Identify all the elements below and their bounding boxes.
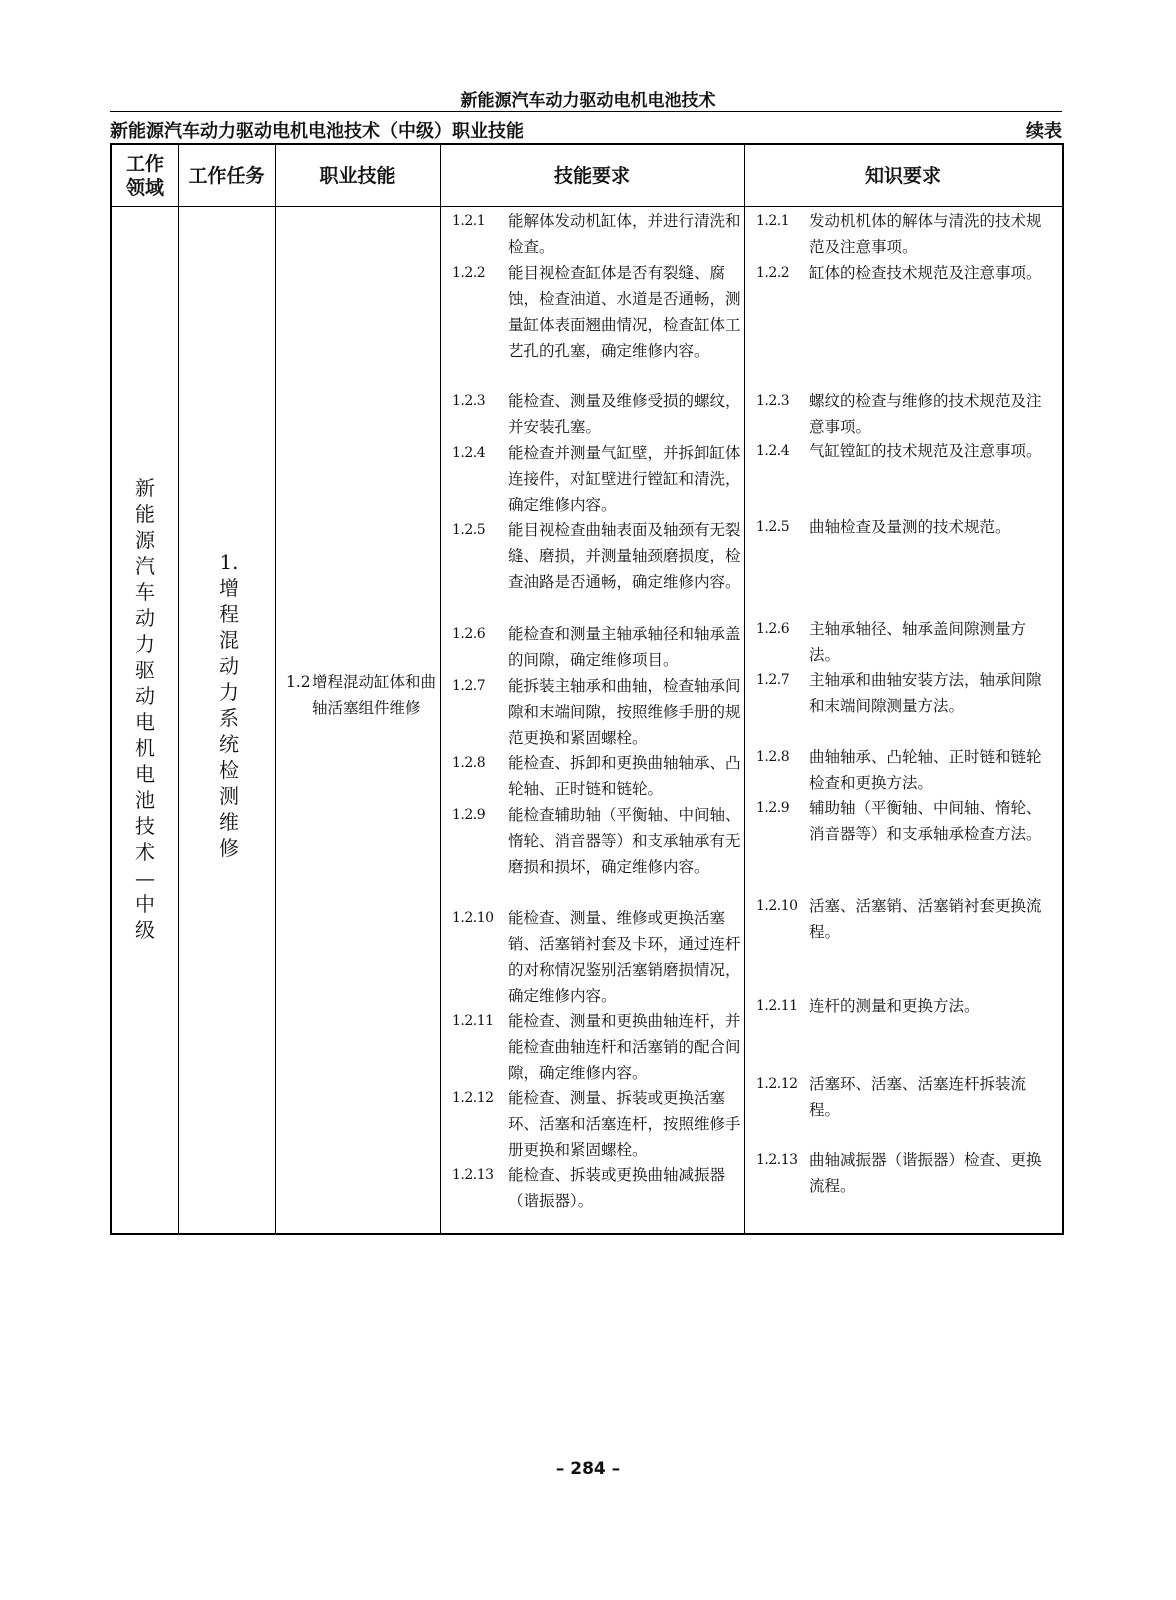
- item-number: 1.2.9: [756, 800, 790, 816]
- skill-requirement-item: [452, 1008, 744, 1086]
- item-number: 1.2.4: [452, 445, 486, 461]
- item-number: 1.2.6: [756, 621, 790, 637]
- item-text: 连杆的测量和更换方法。: [809, 997, 980, 1015]
- skill-requirement-item: [452, 802, 744, 880]
- skill-requirement-item: [452, 750, 744, 802]
- knowledge-requirement-item: [756, 993, 1049, 1019]
- column-divider: [744, 145, 745, 1233]
- knowledge-requirement-item: [756, 388, 1049, 440]
- skill-number: 1.2: [286, 673, 311, 691]
- item-text: 能检查、拆卸和更换曲轴轴承、凸轮轴、正时链和链轮。: [508, 754, 741, 798]
- knowledge-requirement-item: [756, 795, 1049, 847]
- item-number: 1.2.5: [452, 522, 486, 538]
- skill-requirement-item: [452, 440, 744, 518]
- item-number: 1.2.11: [756, 998, 798, 1014]
- skill-requirement-item: [452, 1085, 744, 1163]
- skill-requirement-item: [452, 388, 744, 440]
- item-number: 1.2.5: [756, 519, 790, 535]
- column-header-skill: 职业技能: [319, 164, 396, 187]
- item-text: 螺纹的检查与维修的技术规范及注意事项。: [809, 392, 1042, 436]
- item-number: 1.2.7: [452, 678, 486, 694]
- item-text: 能目视检查缸体是否有裂缝、腐蚀，检查油道、水道是否通畅，测量缸体表面翘曲情况，检查缸体工艺孔的孔塞，确定维修内容。: [508, 264, 741, 360]
- table-title-bar: [110, 117, 1062, 143]
- item-number: 1.2.7: [756, 672, 790, 688]
- item-text: 能检查、测量、拆装或更换活塞环、活塞和活塞连杆，按照维修手册更换和紧固螺栓。: [508, 1089, 741, 1159]
- knowledge-requirement-item: [756, 260, 1049, 286]
- item-text: 能检查辅助轴（平衡轴、中间轴、惰轮、消音器等）和支承轴承有无磨损和损坏，确定维修内容。: [508, 806, 741, 876]
- item-text: 辅助轴（平衡轴、中间轴、惰轮、消音器等）和支承轴承检查方法。: [809, 799, 1042, 843]
- skill-requirement-item: [452, 260, 744, 364]
- item-text: 活塞环、活塞、活塞连杆拆装流程。: [809, 1075, 1027, 1119]
- item-text: 活塞、活塞销、活塞销衬套更换流程。: [809, 897, 1042, 941]
- item-number: 1.2.10: [756, 898, 798, 914]
- skill-requirement-item: [452, 905, 744, 1009]
- item-text: 主轴承和曲轴安装方法，轴承间隙和末端间隙测量方法。: [809, 671, 1042, 715]
- skill-requirement-item: [452, 673, 744, 751]
- item-number: 1.2.3: [756, 393, 790, 409]
- column-header-knowledge-requirements: 知识要求: [864, 164, 941, 187]
- item-number: 1.2.8: [756, 749, 790, 765]
- knowledge-requirement-item: [756, 208, 1049, 260]
- item-text: 能检查、测量及维修受损的螺纹，并安装孔塞。: [508, 392, 741, 436]
- item-number: 1.2.12: [756, 1076, 798, 1092]
- item-number: 1.2.1: [452, 213, 486, 229]
- skills-table: [110, 143, 1064, 1235]
- work-domain-cell: 新能源汽车动力驱动电机电池技术—中级: [135, 476, 155, 942]
- knowledge-requirement-item: [756, 1071, 1049, 1123]
- item-text: 缸体的检查技术规范及注意事项。: [809, 264, 1042, 282]
- work-task-cell: 1.增程混动力系统检测维修: [219, 550, 239, 860]
- knowledge-requirement-item: [756, 514, 1049, 540]
- item-text: 曲轴检查及量测的技术规范。: [809, 518, 1011, 536]
- skill-requirement-item: [452, 1162, 744, 1214]
- knowledge-requirement-item: [756, 616, 1049, 668]
- item-text: 主轴承轴径、轴承盖间隙测量方法。: [809, 620, 1027, 664]
- item-number: 1.2.4: [756, 443, 790, 459]
- header-divider: [112, 206, 1062, 207]
- skill-requirement-item: [452, 208, 744, 260]
- item-number: 1.2.2: [756, 265, 790, 281]
- column-header-skill-requirements: 技能要求: [553, 164, 630, 187]
- item-text: 能检查和测量主轴承轴径和轴承盖的间隙，确定维修项目。: [508, 625, 741, 669]
- knowledge-requirement-item: [756, 893, 1049, 945]
- item-text: 能检查、测量和更换曲轴连杆，并能检查曲轴连杆和活塞销的配合间隙，确定维修内容。: [508, 1012, 741, 1082]
- item-text: 能拆装主轴承和曲轴，检查轴承间隙和末端间隙，按照维修手册的规范更换和紧固螺栓。: [508, 677, 741, 747]
- column-divider: [275, 145, 276, 1233]
- knowledge-requirement-item: [756, 1147, 1049, 1199]
- item-text: 曲轴减振器（谐振器）检查、更换流程。: [809, 1151, 1042, 1195]
- item-text: 能检查、拆装或更换曲轴减振器（谐振器）。: [508, 1166, 726, 1210]
- page-number: – 284 –: [555, 1459, 621, 1479]
- item-number: 1.2.13: [756, 1152, 798, 1168]
- item-number: 1.2.3: [452, 393, 486, 409]
- column-header-domain: 工作领域: [125, 152, 164, 199]
- item-number: 1.2.13: [452, 1167, 494, 1183]
- item-number: 1.2.11: [452, 1013, 494, 1029]
- skill-requirement-item: [452, 517, 744, 595]
- item-number: 1.2.9: [452, 807, 486, 823]
- knowledge-requirement-item: [756, 744, 1049, 796]
- running-header: 新能源汽车动力驱动电机电池技术: [460, 91, 716, 111]
- knowledge-requirement-item: [756, 438, 1049, 464]
- item-number: 1.2.8: [452, 755, 486, 771]
- item-number: 1.2.2: [452, 265, 486, 281]
- item-number: 1.2.1: [756, 213, 790, 229]
- knowledge-requirement-item: [756, 667, 1049, 719]
- skill-requirement-item: [452, 621, 744, 673]
- item-text: 曲轴轴承、凸轮轴、正时链和链轮检查和更换方法。: [809, 748, 1042, 792]
- item-number: 1.2.6: [452, 626, 486, 642]
- item-text: 发动机机体的解体与清洗的技术规范及注意事项。: [809, 212, 1042, 256]
- header-rule: [110, 111, 1062, 112]
- item-number: 1.2.10: [452, 910, 494, 926]
- item-text: 气缸镗缸的技术规范及注意事项。: [809, 442, 1042, 460]
- column-divider: [178, 145, 179, 1233]
- item-number: 1.2.12: [452, 1090, 494, 1106]
- skill-cell: [280, 669, 448, 721]
- continued-label: 续表: [1026, 121, 1062, 142]
- item-text: 能检查、测量、维修或更换活塞销、活塞销衬套及卡环，通过连杆的对称情况鉴别活塞销磨损情况，确定维修内容。: [508, 909, 741, 1005]
- column-header-task: 工作任务: [188, 164, 265, 187]
- item-text: 能解体发动机缸体，并进行清洗和检查。: [508, 212, 741, 256]
- skill-text: 增程混动缸体和曲轴活塞组件维修: [312, 673, 437, 717]
- item-text: 能目视检查曲轴表面及轴颈有无裂缝、磨损，并测量轴颈磨损度，检查油路是否通畅，确定维修内容。: [508, 521, 741, 591]
- item-text: 能检查并测量气缸壁，并拆卸缸体连接件，对缸壁进行镗缸和清洗，确定维修内容。: [508, 444, 741, 514]
- table-title: 新能源汽车动力驱动电机电池技术（中级）职业技能: [110, 121, 524, 142]
